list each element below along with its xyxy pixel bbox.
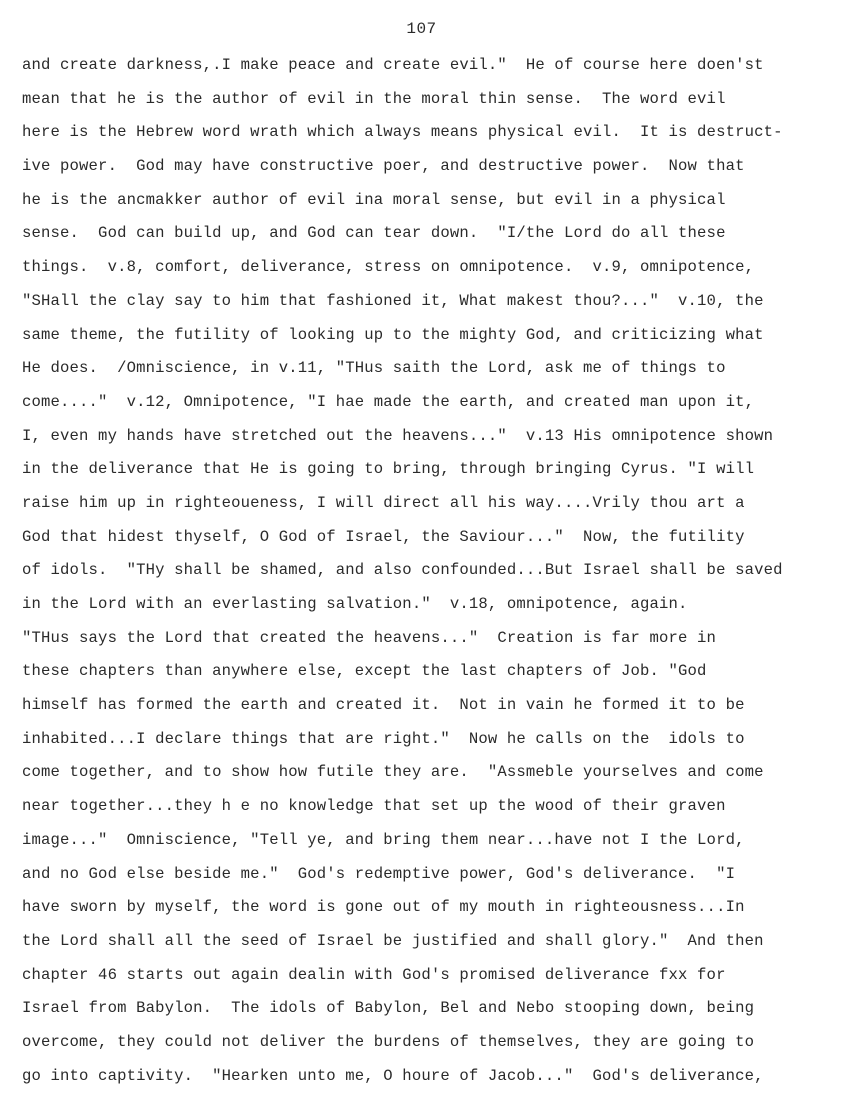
text-line: ive power. God may have constructive poer, and destructive power. Now that — [22, 157, 745, 176]
text-line: these chapters than anywhere else, except the last chapters of Job. "God — [22, 662, 707, 681]
text-line: "SHall the clay say to him that fashioned it, What makest thou?..." v.10, the — [22, 291, 764, 310]
text-line: God that hidest thyself, O God of Israel, the Saviour..." Now, the futility — [22, 527, 745, 546]
page-number: 107 — [406, 20, 437, 38]
text-line: image..." Omniscience, "Tell ye, and bring them near...have not I the Lord, — [22, 830, 745, 849]
text-line: and create darkness,.I make peace and create evil." He of course here doen'st — [22, 56, 764, 74]
text-line: come together, and to show how futile they are. "Assmeble yourselves and come — [22, 763, 764, 782]
text-line: near together...they h e no knowledge that set up the wood of their graven — [22, 797, 726, 816]
text-line: in the Lord with an everlasting salvation." v.18, omnipotence, again. — [22, 595, 688, 613]
text-line: Israel from Babylon. The idols of Babylon, Bel and Nebo stooping down, being — [22, 999, 755, 1018]
text-line: chapter 46 starts out again dealin with God's promised deliverance fxx for — [22, 965, 726, 984]
text-line: of idols. "THy shall be shamed, and also confounded...But Israel shall be saved — [22, 561, 783, 580]
text-line: and no God else beside me." God's redemptive power, God's deliverance. "I — [22, 864, 736, 883]
text-line: he is the ancmakker author of evil ina moral sense, but evil in a physical — [22, 190, 726, 209]
text-line: inhabited...I declare things that are right." Now he calls on the idols to — [22, 729, 745, 748]
text-line: in the deliverance that He is going to bring, through bringing Cyrus. "I will — [22, 460, 755, 479]
text-line: sense. God can build up, and God can tear down. "I/the Lord do all these — [22, 224, 726, 243]
text-line: overcome, they could not deliver the burdens of themselves, they are going to — [22, 1032, 755, 1051]
text-line: have sworn by myself, the word is gone out of my mouth in righteousness...In — [22, 898, 745, 917]
text-line: come...." v.12, Omnipotence, "I hae made the earth, and created man upon it, — [22, 392, 755, 411]
text-line: same theme, the futility of looking up to the mighty God, and criticizing what — [22, 325, 764, 344]
text-line: here is the Hebrew word wrath which always means physical evil. It is destruct- — [22, 123, 783, 142]
text-line: "THus says the Lord that created the heavens..." Creation is far more in — [22, 628, 717, 647]
text-line: things. v.8, comfort, deliverance, stress on omnipotence. v.9, omnipotence, — [22, 258, 755, 277]
text-line: I, even my hands have stretched out the heavens..." v.13 His omnipotence shown — [22, 426, 774, 445]
body-text — [22, 54, 837, 1098]
text-line: the Lord shall all the seed of Israel be justified and shall glory." And then — [22, 931, 764, 950]
text-line: He does. /Omniscience, in v.11, "THus saith the Lord, ask me of things to — [22, 359, 726, 378]
text-line: mean that he is the author of evil in the moral thin sense. The word evil — [22, 89, 726, 108]
text-line: raise him up in righteoueness, I will direct all his way....Vrily thou art a — [22, 493, 745, 512]
text-line: himself has formed the earth and created it. Not in vain he formed it to be — [22, 696, 745, 715]
text-line: go into captivity. "Hearken unto me, O houre of Jacob..." God's deliverance, — [22, 1066, 764, 1085]
